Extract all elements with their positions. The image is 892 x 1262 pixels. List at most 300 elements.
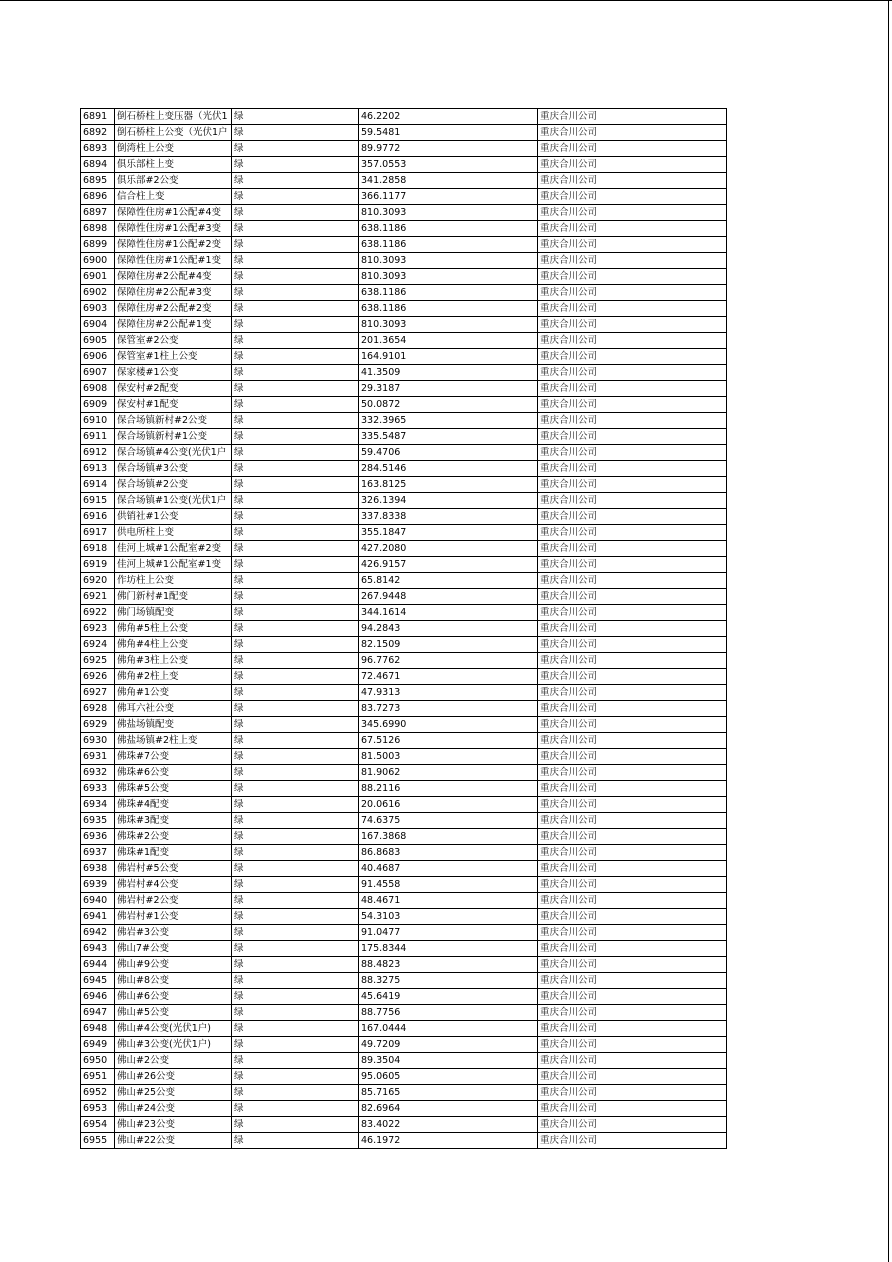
table-row (81, 269, 727, 285)
transformer-name-cell: 佛盐场镇配变 (115, 717, 232, 733)
value-cell: 81.9062 (359, 765, 538, 781)
value-cell: 82.1509 (359, 637, 538, 653)
value-cell: 45.6419 (359, 989, 538, 1005)
value-cell: 163.8125 (359, 477, 538, 493)
row-id-cell: 6921 (81, 589, 115, 605)
transformer-name-cell: 佛珠#3配变 (115, 813, 232, 829)
company-cell: 重庆合川公司 (538, 1069, 727, 1085)
company-cell: 重庆合川公司 (538, 941, 727, 957)
transformer-name-cell: 保合场镇新村#1公变 (115, 429, 232, 445)
status-cell: 绿 (232, 157, 359, 173)
status-cell: 绿 (232, 797, 359, 813)
value-cell: 638.1186 (359, 221, 538, 237)
company-cell: 重庆合川公司 (538, 269, 727, 285)
transformer-name-cell: 倒石桥柱上公变（光伏1户 (115, 125, 232, 141)
company-cell: 重庆合川公司 (538, 861, 727, 877)
status-cell: 绿 (232, 1005, 359, 1021)
transformer-name-cell: 保障性住房#1公配#3变 (115, 221, 232, 237)
company-cell: 重庆合川公司 (538, 605, 727, 621)
status-cell: 绿 (232, 509, 359, 525)
value-cell: 59.5481 (359, 125, 538, 141)
company-cell: 重庆合川公司 (538, 845, 727, 861)
transformer-name-cell: 供电所柱上变 (115, 525, 232, 541)
status-cell: 绿 (232, 301, 359, 317)
company-cell: 重庆合川公司 (538, 877, 727, 893)
transformer-name-cell: 佛山#9公变 (115, 957, 232, 973)
value-cell: 167.0444 (359, 1021, 538, 1037)
value-cell: 201.3654 (359, 333, 538, 349)
table-row (81, 701, 727, 717)
status-cell: 绿 (232, 525, 359, 541)
row-id-cell: 6901 (81, 269, 115, 285)
table-row (81, 1005, 727, 1021)
status-cell: 绿 (232, 573, 359, 589)
value-cell: 810.3093 (359, 317, 538, 333)
transformer-name-cell: 佛岩村#1公变 (115, 909, 232, 925)
row-id-cell: 6928 (81, 701, 115, 717)
value-cell: 355.1847 (359, 525, 538, 541)
value-cell: 344.1614 (359, 605, 538, 621)
value-cell: 638.1186 (359, 237, 538, 253)
transformer-name-cell: 佛岩村#5公变 (115, 861, 232, 877)
row-id-cell: 6948 (81, 1021, 115, 1037)
value-cell: 50.0872 (359, 397, 538, 413)
transformer-name-cell: 佛山#25公变 (115, 1085, 232, 1101)
transformer-name-cell: 信合柱上变 (115, 189, 232, 205)
table-row (81, 765, 727, 781)
table-row (81, 477, 727, 493)
company-cell: 重庆合川公司 (538, 893, 727, 909)
company-cell: 重庆合川公司 (538, 157, 727, 173)
transformer-name-cell: 保管室#1柱上公变 (115, 349, 232, 365)
table-row (81, 365, 727, 381)
value-cell: 810.3093 (359, 205, 538, 221)
company-cell: 重庆合川公司 (538, 1021, 727, 1037)
transformer-name-cell: 佛角#3柱上公变 (115, 653, 232, 669)
value-cell: 20.0616 (359, 797, 538, 813)
value-cell: 89.3504 (359, 1053, 538, 1069)
company-cell: 重庆合川公司 (538, 957, 727, 973)
value-cell: 357.0553 (359, 157, 538, 173)
value-cell: 95.0605 (359, 1069, 538, 1085)
company-cell: 重庆合川公司 (538, 797, 727, 813)
row-id-cell: 6932 (81, 765, 115, 781)
transformer-name-cell: 保安村#2配变 (115, 381, 232, 397)
row-id-cell: 6936 (81, 829, 115, 845)
status-cell: 绿 (232, 461, 359, 477)
row-id-cell: 6900 (81, 253, 115, 269)
status-cell: 绿 (232, 957, 359, 973)
row-id-cell: 6916 (81, 509, 115, 525)
table-row (81, 125, 727, 141)
table-row (81, 941, 727, 957)
transformer-name-cell: 保安村#1配变 (115, 397, 232, 413)
table-row (81, 461, 727, 477)
table-row (81, 861, 727, 877)
company-cell: 重庆合川公司 (538, 813, 727, 829)
company-cell: 重庆合川公司 (538, 109, 727, 125)
transformer-name-cell: 佛珠#7公变 (115, 749, 232, 765)
row-id-cell: 6941 (81, 909, 115, 925)
status-cell: 绿 (232, 1037, 359, 1053)
company-cell: 重庆合川公司 (538, 285, 727, 301)
row-id-cell: 6939 (81, 877, 115, 893)
status-cell: 绿 (232, 333, 359, 349)
table-row (81, 589, 727, 605)
value-cell: 284.5146 (359, 461, 538, 477)
table-row (81, 1117, 727, 1133)
company-cell: 重庆合川公司 (538, 317, 727, 333)
value-cell: 41.3509 (359, 365, 538, 381)
transformer-name-cell: 佛岩村#4公变 (115, 877, 232, 893)
company-cell: 重庆合川公司 (538, 669, 727, 685)
company-cell: 重庆合川公司 (538, 733, 727, 749)
company-cell: 重庆合川公司 (538, 525, 727, 541)
row-id-cell: 6935 (81, 813, 115, 829)
company-cell: 重庆合川公司 (538, 1133, 727, 1149)
transformer-name-cell: 佛角#1公变 (115, 685, 232, 701)
value-cell: 267.9448 (359, 589, 538, 605)
value-cell: 85.7165 (359, 1085, 538, 1101)
transformer-table (80, 108, 727, 1149)
status-cell: 绿 (232, 1101, 359, 1117)
status-cell: 绿 (232, 605, 359, 621)
table-row (81, 1069, 727, 1085)
company-cell: 重庆合川公司 (538, 413, 727, 429)
row-id-cell: 6929 (81, 717, 115, 733)
row-id-cell: 6918 (81, 541, 115, 557)
row-id-cell: 6891 (81, 109, 115, 125)
table-row (81, 317, 727, 333)
company-cell: 重庆合川公司 (538, 445, 727, 461)
company-cell: 重庆合川公司 (538, 701, 727, 717)
row-id-cell: 6895 (81, 173, 115, 189)
table-row (81, 301, 727, 317)
status-cell: 绿 (232, 493, 359, 509)
transformer-name-cell: 佛盐场镇#2柱上变 (115, 733, 232, 749)
status-cell: 绿 (232, 477, 359, 493)
row-id-cell: 6915 (81, 493, 115, 509)
row-id-cell: 6952 (81, 1085, 115, 1101)
status-cell: 绿 (232, 205, 359, 221)
table-row (81, 605, 727, 621)
row-id-cell: 6937 (81, 845, 115, 861)
row-id-cell: 6925 (81, 653, 115, 669)
transformer-name-cell: 保障性住房#1公配#2变 (115, 237, 232, 253)
company-cell: 重庆合川公司 (538, 189, 727, 205)
transformer-name-cell: 佛山#22公变 (115, 1133, 232, 1149)
value-cell: 167.3868 (359, 829, 538, 845)
company-cell: 重庆合川公司 (538, 477, 727, 493)
company-cell: 重庆合川公司 (538, 1117, 727, 1133)
value-cell: 810.3093 (359, 269, 538, 285)
value-cell: 86.8683 (359, 845, 538, 861)
row-id-cell: 6892 (81, 125, 115, 141)
row-id-cell: 6910 (81, 413, 115, 429)
company-cell: 重庆合川公司 (538, 461, 727, 477)
transformer-name-cell: 佛角#5柱上公变 (115, 621, 232, 637)
transformer-name-cell: 佛角#4柱上公变 (115, 637, 232, 653)
value-cell: 46.1972 (359, 1133, 538, 1149)
company-cell: 重庆合川公司 (538, 493, 727, 509)
table-row (81, 685, 727, 701)
row-id-cell: 6898 (81, 221, 115, 237)
value-cell: 65.8142 (359, 573, 538, 589)
status-cell: 绿 (232, 221, 359, 237)
value-cell: 54.3103 (359, 909, 538, 925)
status-cell: 绿 (232, 397, 359, 413)
table-row (81, 1021, 727, 1037)
value-cell: 49.7209 (359, 1037, 538, 1053)
value-cell: 29.3187 (359, 381, 538, 397)
value-cell: 67.5126 (359, 733, 538, 749)
status-cell: 绿 (232, 365, 359, 381)
value-cell: 74.6375 (359, 813, 538, 829)
value-cell: 366.1177 (359, 189, 538, 205)
table-body (81, 109, 727, 1149)
status-cell: 绿 (232, 909, 359, 925)
table-row (81, 429, 727, 445)
company-cell: 重庆合川公司 (538, 1101, 727, 1117)
table-row (81, 877, 727, 893)
company-cell: 重庆合川公司 (538, 765, 727, 781)
transformer-name-cell: 佛山#24公变 (115, 1101, 232, 1117)
row-id-cell: 6912 (81, 445, 115, 461)
row-id-cell: 6930 (81, 733, 115, 749)
company-cell: 重庆合川公司 (538, 509, 727, 525)
table-row (81, 237, 727, 253)
transformer-name-cell: 佛山#2公变 (115, 1053, 232, 1069)
row-id-cell: 6907 (81, 365, 115, 381)
row-id-cell: 6943 (81, 941, 115, 957)
transformer-name-cell: 佳河上城#1公配室#1变 (115, 557, 232, 573)
status-cell: 绿 (232, 173, 359, 189)
company-cell: 重庆合川公司 (538, 637, 727, 653)
transformer-name-cell: 佛山#8公变 (115, 973, 232, 989)
table-row (81, 669, 727, 685)
company-cell: 重庆合川公司 (538, 221, 727, 237)
status-cell: 绿 (232, 1021, 359, 1037)
company-cell: 重庆合川公司 (538, 717, 727, 733)
value-cell: 91.0477 (359, 925, 538, 941)
table-row (81, 173, 727, 189)
transformer-name-cell: 保障性住房#1公配#1变 (115, 253, 232, 269)
value-cell: 638.1186 (359, 285, 538, 301)
status-cell: 绿 (232, 1069, 359, 1085)
row-id-cell: 6919 (81, 557, 115, 573)
company-cell: 重庆合川公司 (538, 541, 727, 557)
status-cell: 绿 (232, 621, 359, 637)
row-id-cell: 6934 (81, 797, 115, 813)
transformer-name-cell: 保障住房#2公配#3变 (115, 285, 232, 301)
row-id-cell: 6933 (81, 781, 115, 797)
value-cell: 47.9313 (359, 685, 538, 701)
status-cell: 绿 (232, 813, 359, 829)
transformer-name-cell: 保合场镇#1公变(光伏1户 (115, 493, 232, 509)
table-row (81, 157, 727, 173)
table-row (81, 845, 727, 861)
status-cell: 绿 (232, 141, 359, 157)
status-cell: 绿 (232, 749, 359, 765)
row-id-cell: 6947 (81, 1005, 115, 1021)
row-id-cell: 6953 (81, 1101, 115, 1117)
value-cell: 427.2080 (359, 541, 538, 557)
transformer-name-cell: 佛珠#2公变 (115, 829, 232, 845)
row-id-cell: 6913 (81, 461, 115, 477)
value-cell: 345.6990 (359, 717, 538, 733)
table-row (81, 621, 727, 637)
table-row (81, 509, 727, 525)
transformer-name-cell: 佛珠#4配变 (115, 797, 232, 813)
table-row (81, 925, 727, 941)
transformer-name-cell: 保障住房#2公配#1变 (115, 317, 232, 333)
status-cell: 绿 (232, 1133, 359, 1149)
status-cell: 绿 (232, 349, 359, 365)
table-row (81, 1101, 727, 1117)
row-id-cell: 6926 (81, 669, 115, 685)
table-row (81, 717, 727, 733)
status-cell: 绿 (232, 589, 359, 605)
row-id-cell: 6922 (81, 605, 115, 621)
row-id-cell: 6906 (81, 349, 115, 365)
transformer-name-cell: 俱乐部#2公变 (115, 173, 232, 189)
table-row (81, 973, 727, 989)
company-cell: 重庆合川公司 (538, 141, 727, 157)
company-cell: 重庆合川公司 (538, 909, 727, 925)
transformer-name-cell: 佛山#5公变 (115, 1005, 232, 1021)
table-row (81, 541, 727, 557)
status-cell: 绿 (232, 1085, 359, 1101)
company-cell: 重庆合川公司 (538, 973, 727, 989)
status-cell: 绿 (232, 429, 359, 445)
status-cell: 绿 (232, 637, 359, 653)
value-cell: 91.4558 (359, 877, 538, 893)
value-cell: 332.3965 (359, 413, 538, 429)
row-id-cell: 6902 (81, 285, 115, 301)
row-id-cell: 6923 (81, 621, 115, 637)
row-id-cell: 6955 (81, 1133, 115, 1149)
status-cell: 绿 (232, 269, 359, 285)
company-cell: 重庆合川公司 (538, 253, 727, 269)
table-row (81, 557, 727, 573)
row-id-cell: 6903 (81, 301, 115, 317)
status-cell: 绿 (232, 765, 359, 781)
company-cell: 重庆合川公司 (538, 349, 727, 365)
table-row (81, 525, 727, 541)
value-cell: 59.4706 (359, 445, 538, 461)
table-row (81, 733, 727, 749)
status-cell: 绿 (232, 1053, 359, 1069)
table-row (81, 637, 727, 653)
value-cell: 175.8344 (359, 941, 538, 957)
row-id-cell: 6940 (81, 893, 115, 909)
transformer-name-cell: 倒石桥柱上变压器（光伏1 (115, 109, 232, 125)
company-cell: 重庆合川公司 (538, 381, 727, 397)
row-id-cell: 6950 (81, 1053, 115, 1069)
transformer-name-cell: 保合场镇新村#2公变 (115, 413, 232, 429)
row-id-cell: 6897 (81, 205, 115, 221)
status-cell: 绿 (232, 253, 359, 269)
transformer-name-cell: 佳河上城#1公配室#2变 (115, 541, 232, 557)
status-cell: 绿 (232, 925, 359, 941)
transformer-name-cell: 佛山#23公变 (115, 1117, 232, 1133)
value-cell: 48.4671 (359, 893, 538, 909)
transformer-name-cell: 供销社#1公变 (115, 509, 232, 525)
company-cell: 重庆合川公司 (538, 429, 727, 445)
status-cell: 绿 (232, 189, 359, 205)
table-row (81, 957, 727, 973)
status-cell: 绿 (232, 237, 359, 253)
status-cell: 绿 (232, 653, 359, 669)
status-cell: 绿 (232, 973, 359, 989)
value-cell: 88.3275 (359, 973, 538, 989)
row-id-cell: 6911 (81, 429, 115, 445)
company-cell: 重庆合川公司 (538, 1053, 727, 1069)
value-cell: 164.9101 (359, 349, 538, 365)
status-cell: 绿 (232, 733, 359, 749)
transformer-name-cell: 佛珠#6公变 (115, 765, 232, 781)
company-cell: 重庆合川公司 (538, 173, 727, 189)
table-row (81, 109, 727, 125)
row-id-cell: 6909 (81, 397, 115, 413)
table-row (81, 397, 727, 413)
status-cell: 绿 (232, 445, 359, 461)
value-cell: 72.4671 (359, 669, 538, 685)
status-cell: 绿 (232, 1117, 359, 1133)
transformer-name-cell: 俱乐部柱上变 (115, 157, 232, 173)
status-cell: 绿 (232, 877, 359, 893)
row-id-cell: 6949 (81, 1037, 115, 1053)
row-id-cell: 6896 (81, 189, 115, 205)
transformer-name-cell: 佛山#3公变(光伏1户) (115, 1037, 232, 1053)
table-row (81, 333, 727, 349)
status-cell: 绿 (232, 845, 359, 861)
status-cell: 绿 (232, 109, 359, 125)
status-cell: 绿 (232, 861, 359, 877)
value-cell: 46.2202 (359, 109, 538, 125)
value-cell: 337.8338 (359, 509, 538, 525)
transformer-name-cell: 佛珠#5公变 (115, 781, 232, 797)
table-row (81, 893, 727, 909)
transformer-name-cell: 佛岩村#2公变 (115, 893, 232, 909)
company-cell: 重庆合川公司 (538, 397, 727, 413)
table-row (81, 285, 727, 301)
status-cell: 绿 (232, 413, 359, 429)
company-cell: 重庆合川公司 (538, 573, 727, 589)
row-id-cell: 6927 (81, 685, 115, 701)
value-cell: 94.2843 (359, 621, 538, 637)
value-cell: 638.1186 (359, 301, 538, 317)
value-cell: 96.7762 (359, 653, 538, 669)
company-cell: 重庆合川公司 (538, 829, 727, 845)
company-cell: 重庆合川公司 (538, 621, 727, 637)
value-cell: 83.7273 (359, 701, 538, 717)
company-cell: 重庆合川公司 (538, 205, 727, 221)
status-cell: 绿 (232, 701, 359, 717)
status-cell: 绿 (232, 941, 359, 957)
status-cell: 绿 (232, 717, 359, 733)
company-cell: 重庆合川公司 (538, 301, 727, 317)
row-id-cell: 6899 (81, 237, 115, 253)
company-cell: 重庆合川公司 (538, 749, 727, 765)
row-id-cell: 6942 (81, 925, 115, 941)
value-cell: 83.4022 (359, 1117, 538, 1133)
company-cell: 重庆合川公司 (538, 1037, 727, 1053)
transformer-name-cell: 保合场镇#4公变(光伏1户 (115, 445, 232, 461)
company-cell: 重庆合川公司 (538, 125, 727, 141)
row-id-cell: 6920 (81, 573, 115, 589)
company-cell: 重庆合川公司 (538, 237, 727, 253)
